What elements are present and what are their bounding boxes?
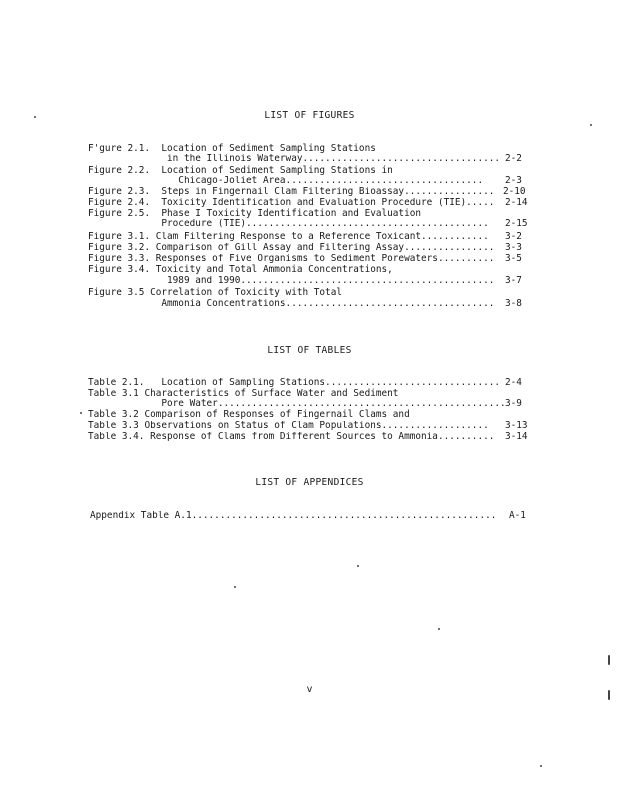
- page-number: v: [306, 684, 313, 695]
- figure-entry-2-1: F'gure 2.1. Location of Sediment Sampling Stations: [88, 143, 376, 154]
- figure-entry-2-5: Figure 2.5. Phase I Toxicity Identification and Evaluation: [88, 208, 422, 219]
- scan-mark: [608, 655, 610, 665]
- figure-entry-2-1-cont: in the Illinois Waterway...................................: [88, 154, 501, 164]
- figure-page-2-2: 2-3: [505, 175, 522, 186]
- appendix-entry-a-1: Appendix Table A.1......................................................: [90, 511, 497, 521]
- figure-entry-2-3: Figure 2.3. Steps in Fingernail Clam Filtering Bioassay................: [88, 187, 495, 197]
- table-entry-3-3: Table 3.3 Observations on Status of Clam Populations...................: [88, 421, 489, 431]
- table-entry-3-4: Table 3.4. Response of Clams from Different Sources to Ammonia..........: [88, 432, 495, 442]
- figure-entry-3-4-cont: 1989 and 1990.............................................: [88, 276, 495, 286]
- figure-entry-3-2: Figure 3.2. Comparison of Gill Assay and Filtering Assay................: [88, 243, 495, 253]
- figure-entry-2-2-cont: Chicago-Joliet Area...................................: [88, 176, 484, 186]
- appendix-page-a-1: A-1: [509, 510, 526, 521]
- scan-speck: [540, 765, 542, 767]
- table-entry-2-1: Table 2.1. Location of Sampling Stations...............................: [88, 378, 501, 388]
- figure-page-2-1: 2-2: [505, 153, 522, 164]
- scan-speck: [438, 628, 440, 630]
- figures-heading: LIST OF FIGURES: [264, 110, 355, 121]
- figure-entry-2-4: Figure 2.4. Toxicity Identification and Evaluation Procedure (TIE).....: [88, 198, 495, 208]
- scan-speck: [590, 124, 592, 126]
- figure-entry-3-5: Figure 3.5 Correlation of Toxicity with Total: [88, 287, 342, 298]
- figure-page-2-3: 2-10: [503, 186, 526, 197]
- table-page-3-3: 3-13: [505, 420, 528, 431]
- scan-speck: [357, 565, 359, 567]
- table-page-3-4: 3-14: [505, 431, 528, 442]
- scan-mark: [608, 690, 610, 700]
- table-entry-3-1-cont: Pore Water...................................................: [88, 399, 506, 409]
- figure-page-3-3: 3-5: [505, 253, 522, 264]
- scan-speck: [234, 586, 236, 588]
- figure-page-3-1: 3-2: [505, 231, 522, 242]
- figure-entry-2-2: Figure 2.2. Location of Sediment Sampling Stations in: [88, 165, 393, 176]
- figure-page-3-2: 3-3: [505, 242, 522, 253]
- figure-page-2-4: 2-14: [505, 197, 528, 208]
- figure-page-2-5: 2-15: [505, 218, 528, 229]
- table-page-2-1: 2-4: [505, 377, 522, 388]
- tables-heading: LIST OF TABLES: [267, 345, 352, 356]
- figure-entry-3-5-cont: Ammonia Concentrations.....................................: [88, 299, 495, 309]
- table-page-3-1: 3-9: [505, 398, 522, 409]
- figure-page-3-5: 3-8: [505, 298, 522, 309]
- figure-entry-3-3: Figure 3.3. Responses of Five Organisms to Sediment Porewaters..........: [88, 254, 495, 264]
- scan-speck: [34, 116, 36, 118]
- figure-page-3-4: 3-7: [505, 275, 522, 286]
- figure-entry-3-4: Figure 3.4. Toxicity and Total Ammonia Concentrations,: [88, 264, 393, 275]
- appendices-heading: LIST OF APPENDICES: [255, 477, 364, 488]
- figure-entry-3-1: Figure 3.1. Clam Filtering Response to a Reference Toxicant............: [88, 232, 489, 242]
- table-entry-3-1: Table 3.1 Characteristics of Surface Water and Sediment: [88, 388, 399, 399]
- scan-speck: [80, 412, 82, 414]
- table-entry-3-2: Table 3.2 Comparison of Responses of Fingernail Clams and: [88, 409, 410, 420]
- figure-entry-2-5-cont: Procedure (TIE)...........................................: [88, 219, 489, 229]
